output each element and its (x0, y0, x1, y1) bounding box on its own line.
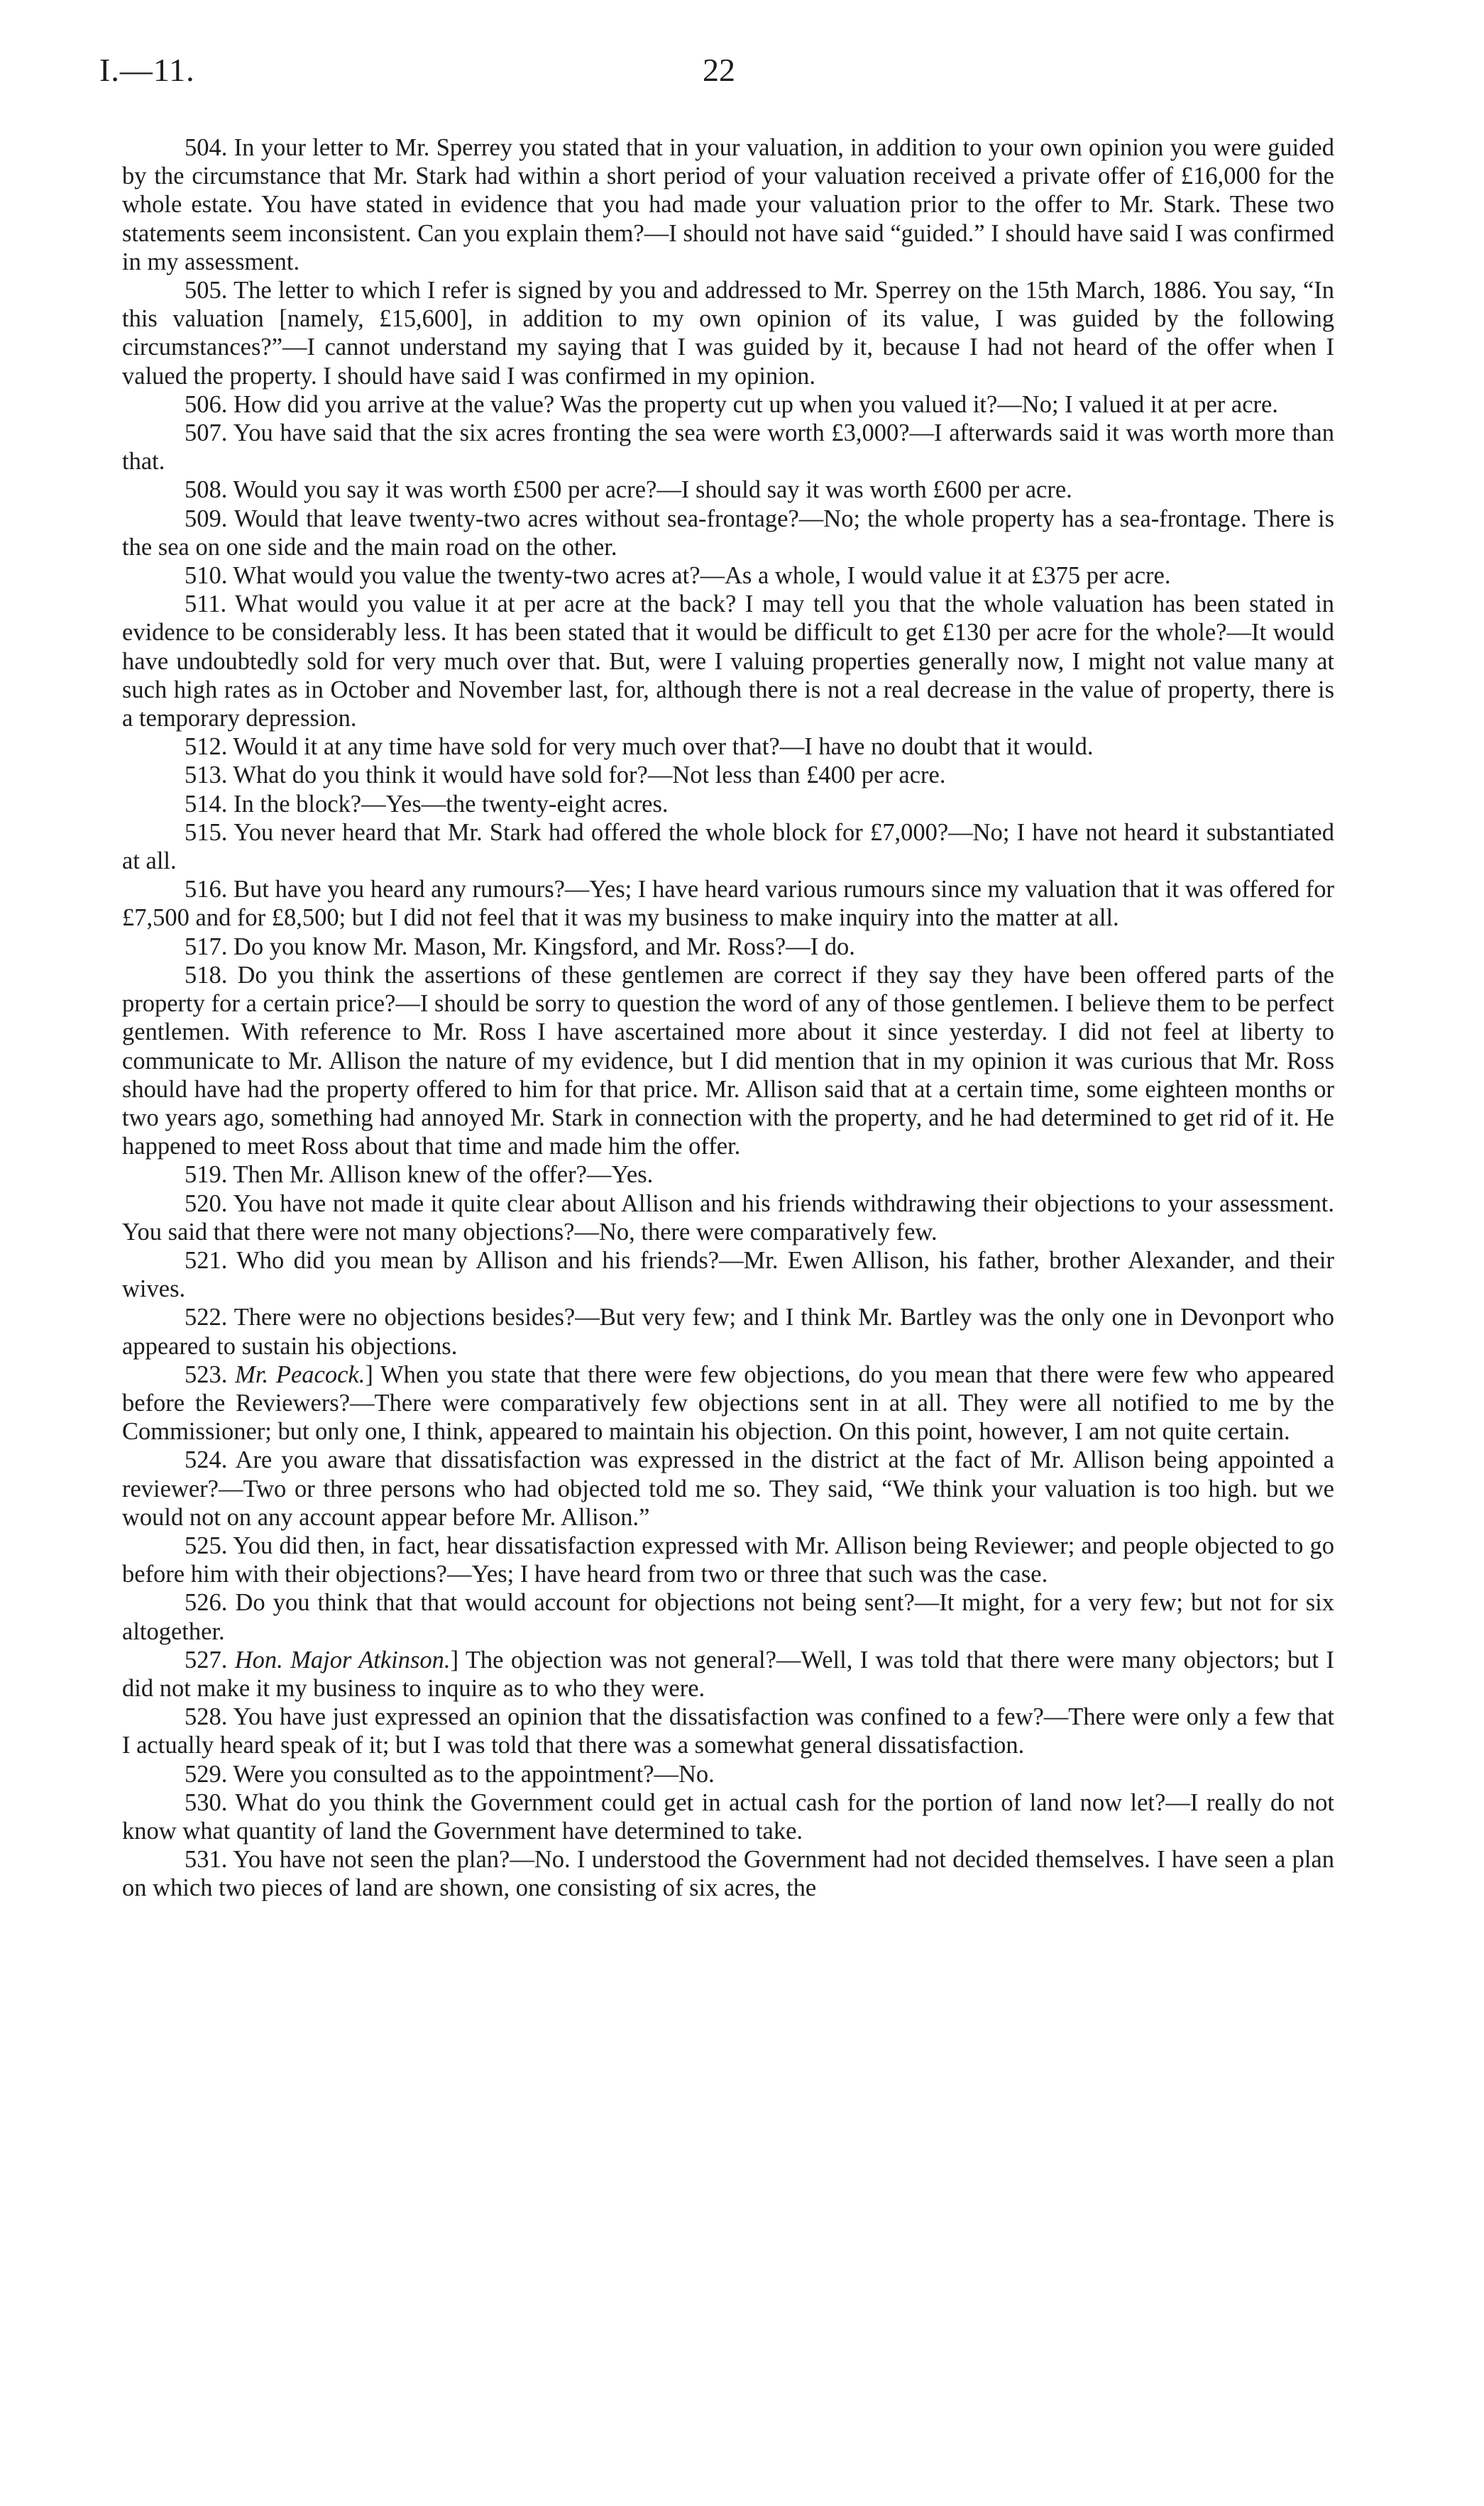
question-505: 505. The letter to which I refer is signed by you and addressed to Mr. Sperrey on the 15th March, 1886. You say, “In this valuation [namely, £15,600], in addition to my own opinion of its value, I was guided by the following circumstances?”—I cannot understand my saying that I was guided by it, because I had not heard of the offer when I valued the property. I should have said I was confirmed in my opinion. (122, 277, 1334, 390)
question-523 (122, 1361, 1334, 1446)
question-521: 521. Who did you mean by Allison and his friends?—Mr. Ewen Allison, his father, brother Alexander, and their wives. (122, 1246, 1334, 1303)
speaker-name: Hon. Major Atkinson. (234, 1646, 451, 1674)
question-529: 529. Were you consulted as to the appointment?—No. (185, 1760, 715, 1788)
evidence-body (122, 133, 1334, 1903)
question-number: 527. (185, 1646, 228, 1674)
question-512: 512. Would it at any time have sold for very much over that?—I have no doubt that it would. (185, 733, 1094, 761)
document-reference: I.—11. (99, 52, 195, 88)
question-518: 518. Do you think the assertions of these gentlemen are correct if they say they have been offered parts of the property for a certain price?—I should be sorry to question the word of any of those gentlemen. I believe them to be perfect gentlemen. With reference to Mr. Ross I have ascertained more about it since yesterday. I did not feel at liberty to communicate to Mr. Allison the nature of my evidence, but I did mention that in my opinion it was curious that Mr. Ross should have had the property offered to him for that price. Mr. Allison said that at a certain time, some eighteen months or two years ago, something had annoyed Mr. Stark in connection with the property, and he had determined to get rid of it. He happened to meet Ross about that time and made him the offer. (122, 961, 1334, 1160)
page-number: 22 (703, 52, 735, 88)
question-506: 506. How did you arrive at the value? Was the property cut up when you valued it?—No; I valued it at per acre. (185, 390, 1278, 418)
question-528: 528. You have just expressed an opinion that the dissatisfaction was confined to a few?—There were only a few that I actually heard speak of it; but I was told that there was a somewhat general dissatisfaction. (122, 1703, 1334, 1759)
question-526: 526. Do you think that that would account for objections not being sent?—It might, for a very few; but not for six altogether. (122, 1589, 1334, 1645)
question-516: 516. But have you heard any rumours?—Yes; I have heard various rumours since my valuation that it was offered for £7,500 and for £8,500; but I did not feel that it was my business to make inquiry into the matter at all. (122, 876, 1334, 932)
question-507: 507. You have said that the six acres fronting the sea were worth £3,000?—I afterwards said it was worth more than that. (122, 419, 1334, 476)
question-515: 515. You never heard that Mr. Stark had offered the whole block for £7,000?—No; I have not heard it substantiated at all. (122, 818, 1334, 875)
question-524: 524. Are you aware that dissatisfaction was expressed in the district at the fact of Mr. Allison being appointed a reviewer?—Two or three persons who had objected told me so. They said, “We think your valuation is too high. but we would not on any account appear before Mr. Allison.” (122, 1446, 1334, 1531)
question-519: 519. Then Mr. Allison knew of the offer?—Yes. (185, 1161, 654, 1189)
question-517: 517. Do you know Mr. Mason, Mr. Kingsford, and Mr. Ross?—I do. (185, 933, 855, 960)
question-504: 504. In your letter to Mr. Sperrey you stated that in your valuation, in addition to your own opinion you were guided by the circumstance that Mr. Stark had within a short period of your valuation received a private offer of £16,000 for the whole estate. You have stated in evidence that you had made your valuation prior to the offer to Mr. Stark. These two statements seem inconsistent. Can you explain them?—I should not have said “guided.” I should have said I was confirmed in my assessment. (122, 134, 1334, 275)
question-527 (122, 1646, 1334, 1703)
page-header (99, 51, 1334, 101)
question-514: 514. In the block?—Yes—the twenty-eight acres. (185, 790, 669, 818)
speaker-name: Mr. Peacock. (235, 1361, 365, 1388)
question-511: 511. What would you value it at per acre at the back? I may tell you that the whole valuation has been stated in evidence to be considerably less. It has been stated that it would be difficult to get £130 per acre for the whole?—It would have undoubtedly sold for very much over that. But, were I valuing properties generally now, I might not value many at such high rates as in October and November last, for, although there is not a real decrease in the value of property, there is a temporary depression. (122, 590, 1334, 732)
question-text: ] The objection was not general?—Well, I was told that there were many objectors; but I did not make it my business to inquire as to who they were. (122, 1646, 1334, 1702)
question-number: 523. (185, 1361, 228, 1388)
question-510: 510. What would you value the twenty-two acres at?—As a whole, I would value it at £375 per acre. (185, 562, 1171, 590)
question-522: 522. There were no objections besides?—But very few; and I think Mr. Bartley was the only one in Devonport who appeared to sustain his objections. (122, 1304, 1334, 1360)
question-508: 508. Would you say it was worth £500 per acre?—I should say it was worth £600 per acre. (185, 476, 1072, 504)
question-text: ] When you state that there were few objections, do you mean that there were few who appeared before the Reviewers?—There were comparatively few objections sent in at all. They were all notified to me by the Commissioner; but only one, I think, appeared to maintain his objection. On this point, however, I am not quite certain. (122, 1361, 1334, 1446)
question-513: 513. What do you think it would have sold for?—Not less than £400 per acre. (185, 762, 946, 789)
question-531: 531. You have not seen the plan?—No. I understood the Government had not decided themselves. I have seen a plan on which two pieces of land are shown, one consisting of six acres, the (122, 1846, 1334, 1902)
question-520: 520. You have not made it quite clear about Allison and his friends withdrawing their objections to your assessment. You said that there were not many objections?—No, there were comparatively few. (122, 1189, 1334, 1246)
question-530: 530. What do you think the Government could get in actual cash for the portion of land now let?—I really do not know what quantity of land the Government have determined to take. (122, 1788, 1334, 1845)
question-525: 525. You did then, in fact, hear dissatisfaction expressed with Mr. Allison being Reviewer; and people objected to go before him with their objections?—Yes; I have heard from two or three that such was the case. (122, 1532, 1334, 1588)
question-509: 509. Would that leave twenty-two acres without sea-frontage?—No; the whole property has a sea-frontage. There is the sea on one side and the main road on the other. (122, 505, 1334, 561)
